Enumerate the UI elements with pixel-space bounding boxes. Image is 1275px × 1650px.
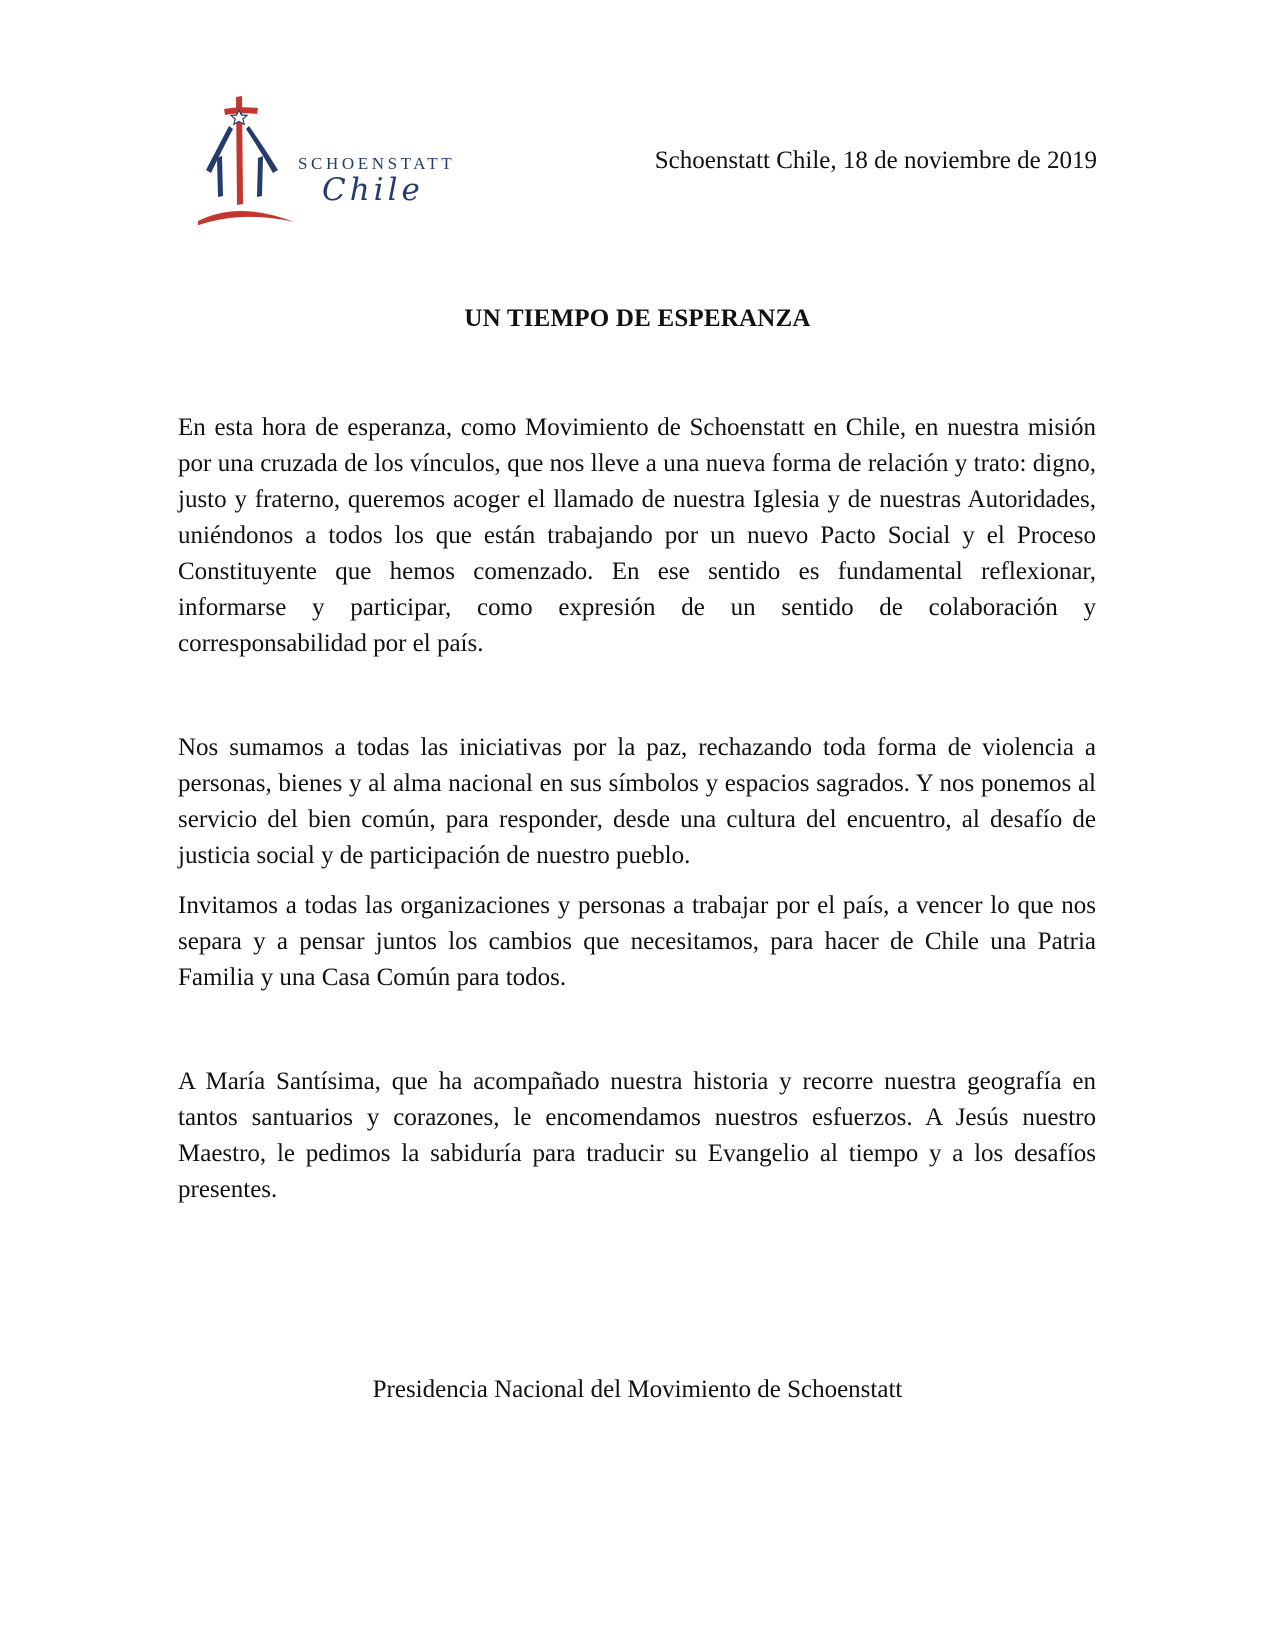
- document-title: UN TIEMPO DE ESPERANZA: [464, 305, 811, 332]
- document-body: [178, 410, 1096, 1208]
- paragraph-2: Nos sumamos a todas las iniciativas por la paz, rechazando toda forma de violencia a personas, bienes y al alma nacional en sus símbolos y espacios sagrados. Y nos ponemos al servicio del bien común, para responder, desde una cultura del encuentro, al desafío de justicia social y de participación de nuestro pueblo.: [178, 734, 1096, 869]
- paragraph-4: A María Santísima, que ha acompañado nuestra historia y recorre nuestra geografía en tantos santuarios y corazones, le encomendamos nuestros esfuerzos. A Jesús nuestro Maestro, le pedimos la sabiduría para traducir su Evangelio al tiempo y a los desafíos presentes.: [178, 1068, 1096, 1203]
- paragraph-3: Invitamos a todas las organizaciones y personas a trabajar por el país, a vencer lo que nos separa y a pensar juntos los cambios que necesitamos, para hacer de Chile una Patria Familia y una Casa Común para todos.: [178, 892, 1096, 991]
- dateline: Schoenstatt Chile, 18 de noviembre de 2019: [654, 147, 1097, 174]
- logo-emblem-icon: [198, 92, 308, 232]
- logo-country: Chile: [322, 172, 424, 208]
- schoenstatt-chile-logo: [198, 92, 460, 232]
- logo-wordmark: SCHOENSTATT: [298, 154, 456, 173]
- paragraph-spacer: [178, 662, 1096, 730]
- paragraph-spacer: [178, 996, 1096, 1064]
- paragraph-spacer: [178, 874, 1096, 888]
- signature: Presidencia Nacional del Movimiento de Schoenstatt: [372, 1376, 903, 1403]
- paragraph-1: En esta hora de esperanza, como Movimiento de Schoenstatt en Chile, en nuestra misión por una cruzada de los vínculos, que nos lleve a una nueva forma de relación y trato: digno, justo y fraterno, queremos acoger el llamado de nuestra Iglesia y de nuestras Autoridades, uniéndonos a todos los que están trabajando por un nuevo Pacto Social y el Proceso Constituyente que hemos comenzado. En ese sentido es fundamental reflexionar, informarse y participar, como expresión de un sentido de colaboración y corresponsabilidad por el país.: [178, 414, 1096, 657]
